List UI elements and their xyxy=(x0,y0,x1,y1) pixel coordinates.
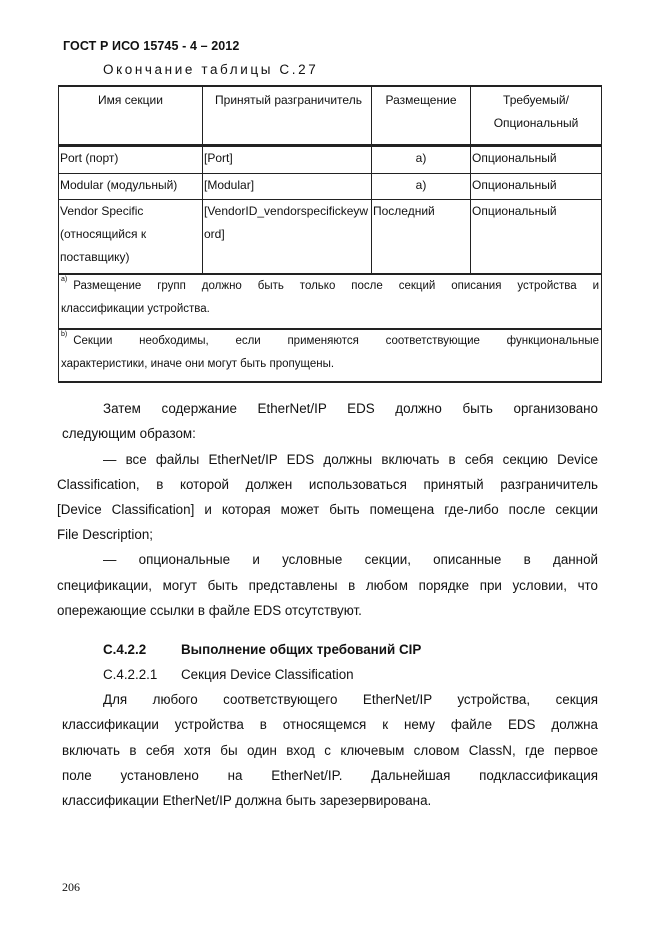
table-caption: Окончание таблицы С.27 xyxy=(103,62,319,77)
column-header-required xyxy=(471,86,602,146)
cell-delimiter: [Port] xyxy=(203,146,372,174)
table-footnote-row xyxy=(59,329,602,382)
cell-section-name: Modular (модульный) xyxy=(59,174,203,200)
cell-section-name xyxy=(59,200,203,275)
column-header-required-line2: Опциональный xyxy=(493,116,579,130)
table-row xyxy=(59,174,602,200)
cell-section-name-line3: поставщику) xyxy=(60,250,130,264)
footnote-line2: классификации устройства. xyxy=(61,303,210,315)
footnote-mark: a) xyxy=(61,276,68,283)
cell-section-name-line2: (относящийся к xyxy=(60,227,147,241)
list-item-line: спецификации, могут быть представлены в любом порядке при условии, что xyxy=(57,578,598,593)
cell-placement: a) xyxy=(372,146,471,174)
footnote-line2: характеристики, иначе они могут быть пропущены. xyxy=(61,358,335,370)
paragraph-line: классификации устройства в относящемся к нему файле EDS должна xyxy=(62,717,598,732)
subsection-title: Секция Device Classification xyxy=(181,667,354,682)
table-header-row xyxy=(59,86,602,146)
cell-delimiter: [VendorID_vendorspecifickeyword] xyxy=(203,200,372,275)
table-footnote xyxy=(59,274,602,329)
cell-delimiter: [Modular] xyxy=(203,174,372,200)
section-title: Выполнение общих требований CIP xyxy=(181,642,422,657)
list-item-line: опережающие ссылки в файле EDS отсутствуют. xyxy=(57,603,362,618)
paragraph-line: классификации EtherNet/IP должна быть зарезервирована. xyxy=(62,793,432,808)
paragraph-line: Затем содержание EtherNet/IP EDS должно быть организовано xyxy=(103,401,598,416)
table-row xyxy=(59,200,602,275)
page-number: 206 xyxy=(62,880,80,894)
sections-table xyxy=(58,85,602,383)
cell-section-name-line1: Vendor Specific xyxy=(60,204,144,218)
cell-section-name: Port (порт) xyxy=(59,146,203,174)
paragraph-line: Для любого соответствующего EtherNet/IP устройства, секция xyxy=(103,692,598,707)
list-item-line: — опциональные и условные секции, описанные в данной xyxy=(103,552,598,567)
cell-required: Опциональный xyxy=(471,146,602,174)
table-footnote xyxy=(59,329,602,382)
column-header-required-line1: Требуемый/ xyxy=(503,93,569,107)
footnote-line1: $^{b)}$Секции необходимы, если применяются соответствующие функциональные xyxy=(61,331,599,347)
cell-placement: Последний xyxy=(372,200,471,275)
table-row xyxy=(59,146,602,174)
paragraph-line: включать в себя хотя бы один вход с ключевым словом ClassN, где первое xyxy=(62,743,598,758)
paragraph-line: следующим образом: xyxy=(62,426,196,441)
table-footnote-row xyxy=(59,274,602,329)
cell-placement: a) xyxy=(372,174,471,200)
footnote-line1: $^{a)}$Размещение групп должно быть только после секций описания устройства и xyxy=(61,276,599,292)
column-header-delimiter: Принятый разграничитель xyxy=(203,86,372,146)
section-number: С.4.2.2 xyxy=(103,642,147,657)
cell-required: Опциональный xyxy=(471,174,602,200)
list-item-line: File Description; xyxy=(57,527,153,542)
footnote-mark: b) xyxy=(61,331,68,338)
list-item-line: Classification, в которой должен использоваться принятый разграничитель xyxy=(57,477,598,492)
list-item-line: — все файлы EtherNet/IP EDS должны включать в себя секцию Device xyxy=(103,452,598,467)
paragraph-line: поле установлено на EtherNet/IP. Дальнейшая подклассификация xyxy=(62,768,598,783)
column-header-section-name: Имя секции xyxy=(59,86,203,146)
subsection-number: С.4.2.2.1 xyxy=(103,667,158,682)
list-item-line: [Device Classification] и которая может быть помещена где-либо после секции xyxy=(57,502,598,517)
column-header-placement: Размещение xyxy=(372,86,471,146)
standard-header: ГОСТ Р ИСО 15745 - 4 – 2012 xyxy=(63,39,240,53)
cell-required: Опциональный xyxy=(471,200,602,275)
